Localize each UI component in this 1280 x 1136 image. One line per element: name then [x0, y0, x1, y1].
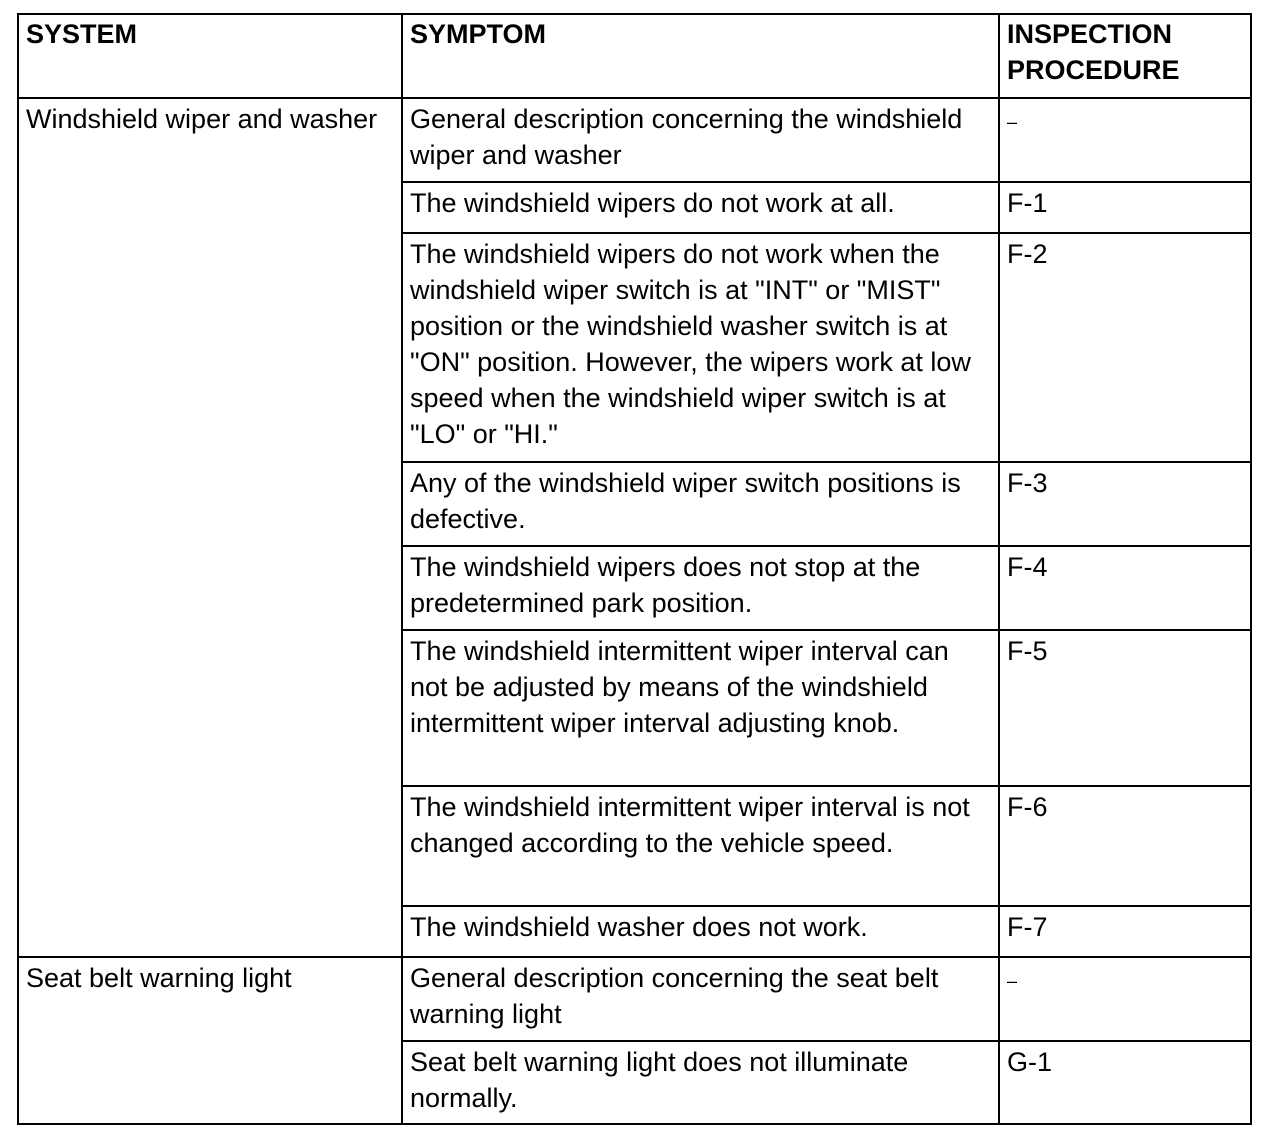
- symptom-cell: Seat belt warning light does not illuminate normally.: [402, 1041, 999, 1124]
- symptom-cell: The windshield wipers do not work when the windshield wiper switch is at "INT" or "MIST" position or the windshield washer switch is at "ON" position. However, the wipers work at low speed when the windshield wiper switch is at "LO" or "HI.": [402, 233, 999, 462]
- procedure-cell: [999, 957, 1251, 1041]
- table-row: [18, 98, 1251, 182]
- procedure-cell: F-2: [999, 233, 1251, 462]
- symptom-cell: The windshield washer does not work.: [402, 906, 999, 957]
- procedure-cell: F-4: [999, 546, 1251, 630]
- procedure-cell: F-3: [999, 462, 1251, 546]
- header-system: SYSTEM: [18, 14, 402, 98]
- procedure-cell: [999, 98, 1251, 182]
- table-row: [18, 957, 1251, 1041]
- symptom-cell: General description concerning the seat belt warning light: [402, 957, 999, 1041]
- procedure-cell: F-5: [999, 630, 1251, 786]
- header-inspection-procedure: INSPECTION PROCEDURE: [999, 14, 1251, 98]
- symptom-cell: The windshield wipers do not work at all.: [402, 182, 999, 233]
- procedure-cell: F-6: [999, 786, 1251, 906]
- symptom-cell: The windshield wipers does not stop at the predetermined park position.: [402, 546, 999, 630]
- symptom-cell: Any of the windshield wiper switch positions is defective.: [402, 462, 999, 546]
- procedure-dash: –: [1007, 112, 1018, 132]
- system-cell: Windshield wiper and washer: [18, 98, 402, 957]
- symptom-cell: The windshield intermittent wiper interval can not be adjusted by means of the windshield intermittent wiper interval adjusting knob.: [402, 630, 999, 786]
- symptom-table: [17, 13, 1252, 1125]
- procedure-dash: –: [1007, 971, 1018, 991]
- table-header-row: [18, 14, 1251, 98]
- system-cell: Seat belt warning light: [18, 957, 402, 1124]
- symptom-cell: The windshield intermittent wiper interval is not changed according to the vehicle speed.: [402, 786, 999, 906]
- procedure-cell: F-1: [999, 182, 1251, 233]
- procedure-cell: G-1: [999, 1041, 1251, 1124]
- symptom-cell: General description concerning the windshield wiper and washer: [402, 98, 999, 182]
- header-symptom: SYMPTOM: [402, 14, 999, 98]
- procedure-cell: F-7: [999, 906, 1251, 957]
